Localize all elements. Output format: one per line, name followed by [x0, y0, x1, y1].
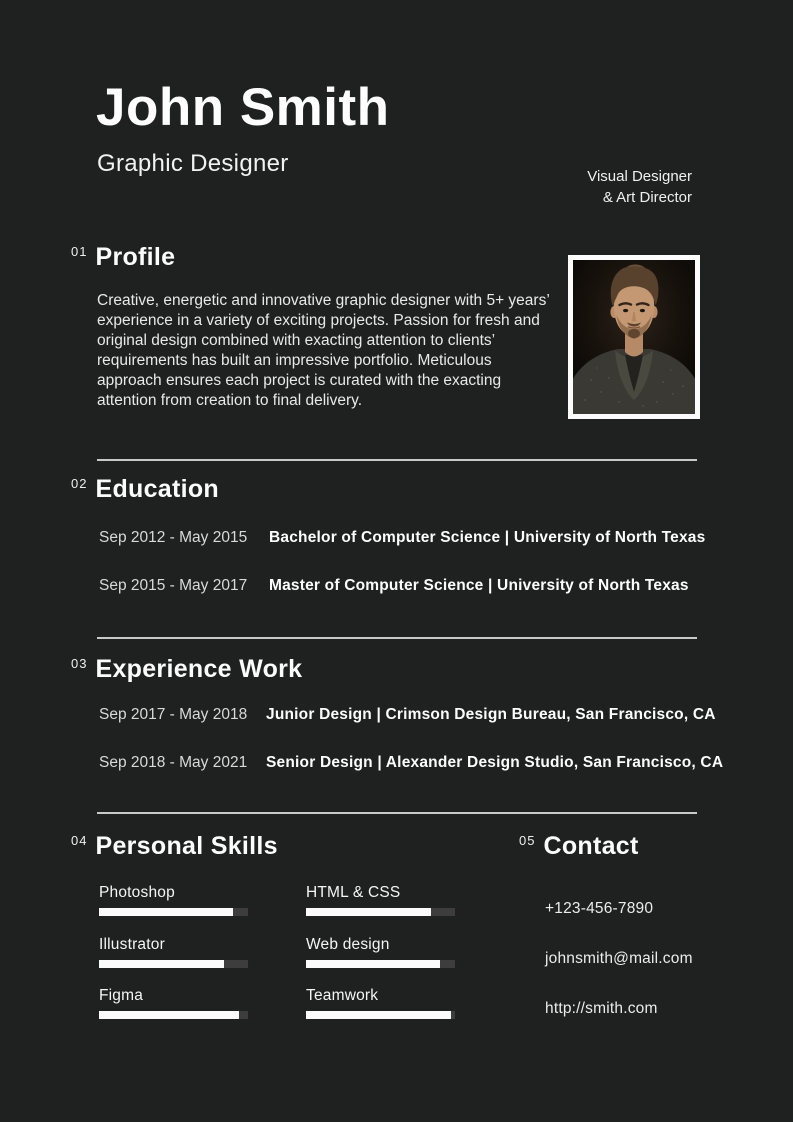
skill-item [306, 884, 455, 916]
education-detail: Master of Computer Science | University of North Texas [269, 577, 689, 594]
section-number-05: 05 [519, 833, 536, 848]
contact-email: johnsmith@mail.com [545, 950, 693, 967]
page-title: John Smith [96, 78, 390, 137]
skill-bar-fill [99, 908, 233, 916]
experience-detail: Senior Design | Alexander Design Studio, San Francisco, CA [266, 754, 724, 771]
divider [97, 637, 697, 639]
skill-bar [306, 1011, 455, 1019]
skill-label: Teamwork [306, 987, 379, 1004]
skill-bar [99, 1011, 248, 1019]
skill-bar-fill [99, 1011, 239, 1019]
skill-bar-fill [99, 960, 224, 968]
section-heading-education-label: Education [95, 475, 220, 503]
contact-phone: +123-456-7890 [545, 900, 654, 917]
skill-label: Figma [99, 987, 144, 1004]
education-detail: Bachelor of Computer Science | University of North Texas [269, 529, 706, 546]
skill-bar-fill [306, 960, 440, 968]
section-heading-experience-label: Experience Work [95, 655, 303, 683]
job-title: Graphic Designer [97, 150, 289, 177]
section-number-03: 03 [71, 656, 88, 671]
section-heading-profile-label: Profile [95, 243, 176, 271]
skill-bar [306, 960, 455, 968]
skill-bar [99, 908, 248, 916]
skill-bar-fill [306, 908, 431, 916]
section-number-02: 02 [71, 476, 88, 491]
section-heading-profile [71, 243, 175, 272]
skill-label: HTML & CSS [306, 884, 401, 901]
tagline [587, 167, 692, 208]
experience-date: Sep 2017 - May 2018 [99, 706, 248, 723]
skill-bar [306, 908, 455, 916]
skill-bar [99, 960, 248, 968]
profile-body: Creative, energetic and innovative graphic designer with 5+ years’ experience in a variety of exciting projects. Passion for fresh and original design combined with exacting attention to clients’ requirements has built an impressive portfolio. Meticulous approach ensures each project is curated with the exacting attention from creation to final delivery. [97, 292, 550, 410]
profile-photo [568, 255, 700, 419]
section-heading-contact-label: Contact [543, 832, 639, 860]
skill-label: Illustrator [99, 936, 165, 953]
divider [97, 812, 697, 814]
section-heading-contact [519, 832, 639, 861]
section-heading-skills-label: Personal Skills [95, 832, 278, 860]
skill-bar-fill [306, 1011, 451, 1019]
experience-date: Sep 2018 - May 2021 [99, 754, 248, 771]
skill-item [99, 936, 248, 968]
skill-label: Photoshop [99, 884, 175, 901]
section-heading-skills [71, 832, 278, 861]
skill-item [306, 987, 455, 1019]
skill-item [99, 987, 248, 1019]
section-heading-experience [71, 655, 302, 684]
skill-item [99, 884, 248, 916]
divider [97, 459, 697, 461]
education-date: Sep 2012 - May 2015 [99, 529, 248, 546]
portrait-illustration [573, 260, 695, 414]
tagline-line-2: & Art Director [602, 188, 692, 206]
skill-label: Web design [306, 936, 390, 953]
section-number-01: 01 [71, 244, 88, 259]
skill-item [306, 936, 455, 968]
tagline-line-1: Visual Designer [587, 168, 692, 185]
section-number-04: 04 [71, 833, 88, 848]
section-heading-education [71, 475, 219, 504]
contact-website: http://smith.com [545, 1000, 658, 1017]
education-date: Sep 2015 - May 2017 [99, 577, 248, 594]
experience-detail: Junior Design | Crimson Design Bureau, San Francisco, CA [266, 706, 716, 723]
